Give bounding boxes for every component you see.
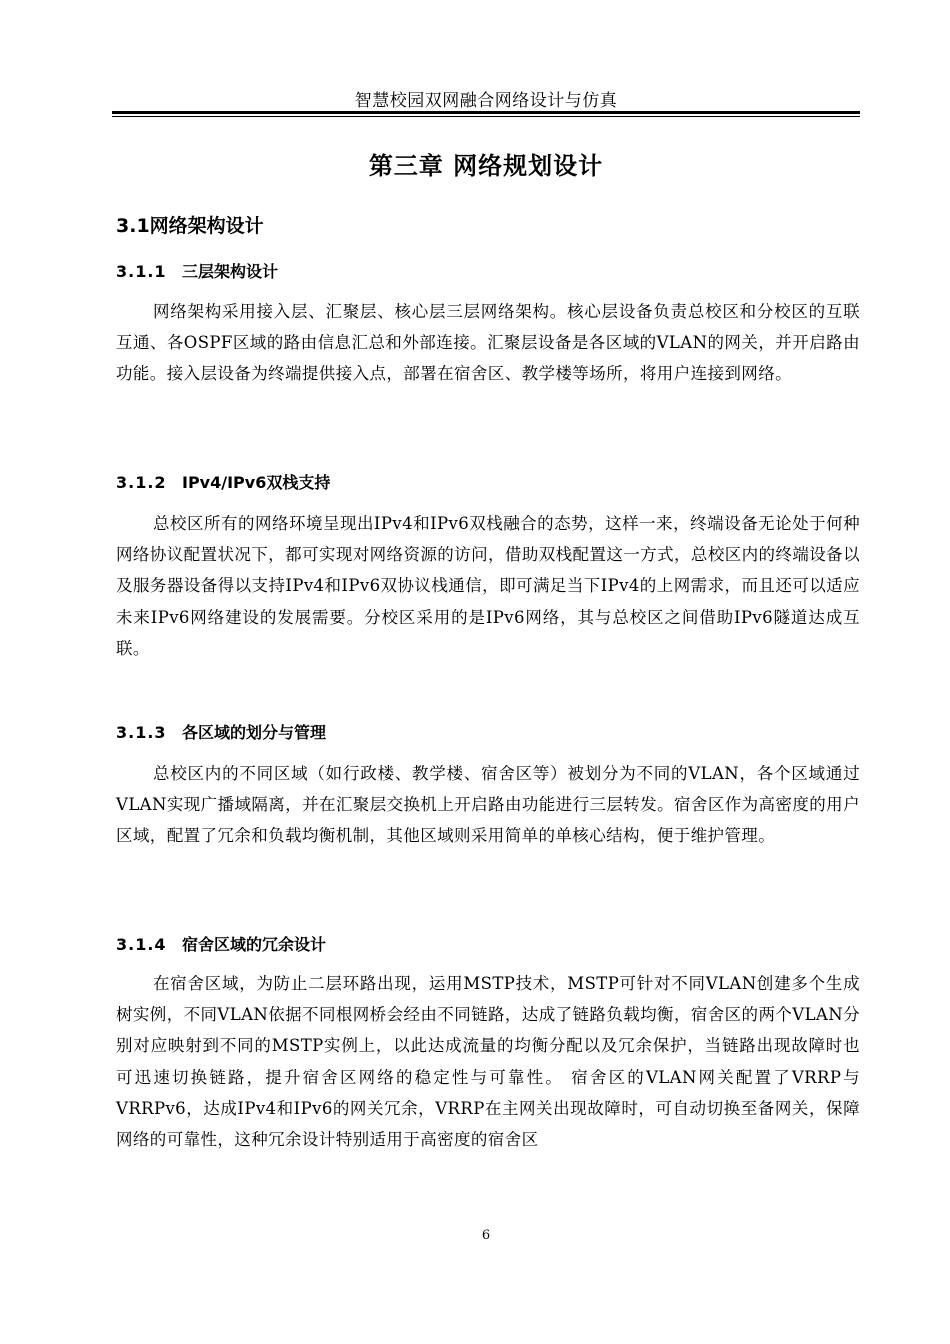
subsection-number: 3.1.1 <box>116 262 167 281</box>
subsection-heading <box>116 720 326 743</box>
section-title: 3.1网络架构设计 <box>116 215 264 237</box>
chapter-title: 第三章 网络规划设计 <box>368 152 604 180</box>
subsection-number: 3.1.3 <box>116 723 167 742</box>
subsection-title: 三层架构设计 <box>182 262 279 281</box>
running-header: 智慧校园双网融合网络设计与仿真 <box>354 91 618 111</box>
subsection-title: 各区域的划分与管理 <box>182 723 327 742</box>
paragraph: 总校区内的不同区域（如行政楼、教学楼、宿舍区等）被划分为不同的VLAN，各个区域通过VLAN实现广播域隔离，并在汇聚层交换机上开启路由功能进行三层转发。宿舍区作为高密度的用户区域，配置了冗余和负载均衡机制，其他区域则采用简单的单核心结构，便于维护管理。 <box>116 764 860 846</box>
paragraph: 在宿舍区域，为防止二层环路出现，运用MSTP技术，MSTP可针对不同VLAN创建多个生成树实例，不同VLAN依据不同根网桥会经由不同链路，达成了链路负载均衡，宿舍区的两个VLAN分别对应映射到不同的MSTP实例上，以此达成流量的均衡分配以及冗余保护，当链路出现故障时也可迅速切换链路，提升宿舍区网络的稳定性与可靠性。 宿舍区的VLAN网关配置了VRRP与VRRPv6，达成IPv4和IPv6的网关冗余，VRRP在主网关出现故障时，可自动切换至备网关，保障网络的可靠性，这种冗余设计特别适用于高密度的宿舍区 <box>116 974 860 1150</box>
subsection-title: 宿舍区域的冗余设计 <box>182 935 327 954</box>
header-rule-thick <box>112 111 860 114</box>
subsection-number: 3.1.2 <box>116 473 167 492</box>
subsection-title: IPv4/IPv6双栈支持 <box>182 473 331 492</box>
paragraph: 总校区所有的网络环境呈现出IPv4和IPv6双栈融合的态势，这样一来，终端设备无论处于何种网络协议配置状况下，都可实现对网络资源的访问，借助双栈配置这一方式，总校区内的终端设备以及服务器设备得以支持IPv4和IPv6双协议栈通信，即可满足当下IPv4的上网需求，而且还可以适应未来IPv6网络建设的发展需要。分校区采用的是IPv6网络，其与总校区之间借助IPv6隧道达成互联。 <box>116 514 860 658</box>
subsection-number: 3.1.4 <box>116 935 167 954</box>
subsection-heading <box>116 932 326 955</box>
header-rule-thin <box>112 116 860 117</box>
subsection-heading <box>116 259 278 282</box>
subsection-heading <box>116 470 330 493</box>
page-number: 6 <box>481 1228 491 1243</box>
paragraph: 网络架构采用接入层、汇聚层、核心层三层网络架构。核心层设备负责总校区和分校区的互联互通、各OSPF区域的路由信息汇总和外部连接。汇聚层设备是各区域的VLAN的网关，并开启路由功能。接入层设备为终端提供接入点，部署在宿舍区、教学楼等场所，将用户连接到网络。 <box>116 302 860 384</box>
